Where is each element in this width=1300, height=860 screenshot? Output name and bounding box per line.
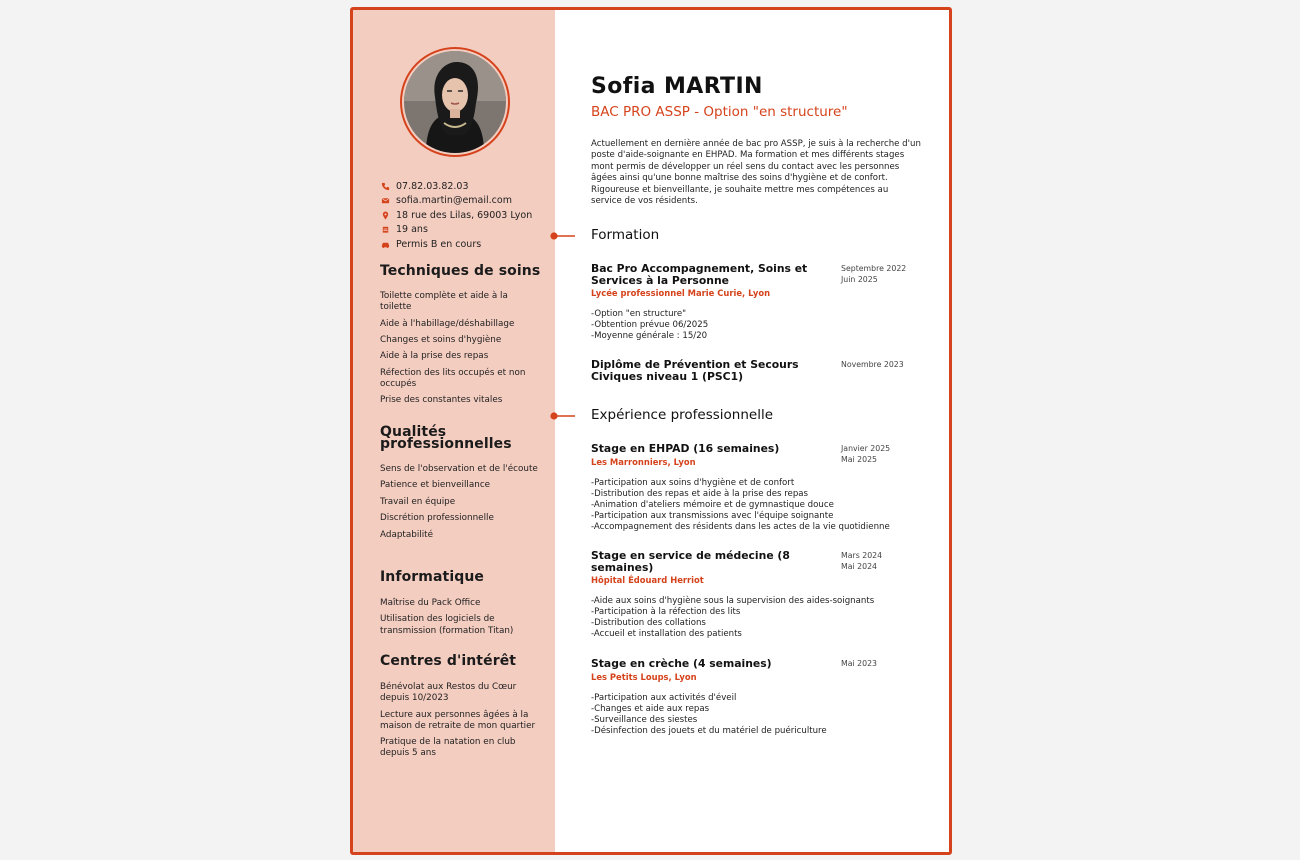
entry-bullets: -Participation aux soins d'hygiène et de confort -Distribution des repas et aide à la prise des repas -Animation d'ateliers mémoire et de gymnastique douce -Participation aux transmissions avec l'équipe soignante -Accompagnement des résidents dans les actes de la vie quotidienne: [591, 477, 890, 532]
entry-title: Stage en service de médecine (8 semaines): [591, 549, 790, 574]
list-item: Travail en équipe: [380, 496, 456, 507]
candidate-subtitle: BAC PRO ASSP - Option "en structure": [591, 104, 848, 120]
entry-date: Mai 2023: [841, 659, 877, 668]
entry-bullets: -Option "en structure" -Obtention prévue 06/2025 -Moyenne générale : 15/20: [591, 309, 709, 341]
contact-phone[interactable]: [380, 179, 550, 194]
address-text: 18 rue des Lilas, 69003 Lyon: [396, 209, 533, 221]
formation-title: Formation: [591, 227, 660, 243]
entry-title: Stage en EHPAD (16 semaines): [591, 442, 780, 455]
qualites-title: Qualités professionnelles: [380, 424, 512, 452]
contact-age: [380, 223, 550, 238]
list-item: Aide à la prise des repas: [380, 351, 489, 362]
intro-text: Actuellement en dernière année de bac pro ASSP, je suis à la recherche d'un poste d'aide-soignante en EHPAD. Ma formation et mes différents stages mont permis de développer un réel sens du contact avec les personnes âgées ainsi qu'une bonne maîtrise des soins d'hygiène et de confort. Rigoureuse et bienveillante, je souhaite mettre mes compétences au service de vos résidents.: [591, 139, 921, 207]
list-item: Bénévolat aux Restos du Cœur depuis 10/2023: [380, 682, 517, 704]
entry-title: Diplôme de Prévention et Secours Civiques niveau 1 (PSC1): [591, 358, 799, 383]
qualites-list: [380, 464, 540, 546]
contact-address: [380, 208, 550, 223]
calendar-icon: [380, 225, 390, 235]
list-item: Changes et soins d'hygiène: [380, 334, 502, 345]
informatique-title: Informatique: [380, 569, 484, 585]
phone-icon: [380, 181, 390, 191]
interets-title: Centres d'intérêt: [380, 653, 517, 669]
entry-org: Les Marronniers, Lyon: [591, 456, 696, 467]
contact-license: [380, 237, 550, 252]
experience-entry: [591, 658, 921, 737]
list-item: Toilette complète et aide à la toilette: [380, 291, 508, 313]
profile-photo: [404, 51, 506, 153]
entry-date: Janvier 2025 Mai 2025: [841, 444, 891, 464]
email-icon: [380, 196, 390, 206]
entry-title: Stage en crèche (4 semaines): [591, 657, 772, 670]
list-item: Pratique de la natation en club depuis 5 ans: [380, 737, 516, 759]
entry-date: Mars 2024 Mai 2024: [841, 551, 883, 571]
sidebar: [353, 10, 555, 852]
candidate-name: Sofia MARTIN: [591, 74, 763, 99]
location-pin-icon: [380, 210, 390, 220]
phone-text: 07.82.03.82.03: [396, 180, 469, 192]
interets-list: [380, 682, 540, 765]
license-text: Permis B en cours: [396, 238, 482, 250]
entry-org: Lycée professionnel Marie Curie, Lyon: [591, 288, 771, 298]
section-marker-icon: [549, 411, 575, 421]
list-item: Patience et bienveillance: [380, 480, 491, 491]
contact-email[interactable]: [380, 194, 550, 209]
contact-list: [380, 179, 550, 252]
list-item: Discrétion professionnelle: [380, 513, 494, 524]
entry-title: Bac Pro Accompagnement, Soins et Services à la Personne: [591, 262, 808, 287]
car-icon: [380, 239, 390, 249]
section-marker-icon: [549, 231, 575, 241]
entry-org: Les Petits Loups, Lyon: [591, 671, 697, 682]
experience-entry: [591, 550, 921, 640]
list-item: Maîtrise du Pack Office: [380, 598, 481, 608]
formation-entry: [591, 263, 921, 342]
entry-org: Hôpital Édouard Herriot: [591, 575, 704, 585]
list-item: Aide à l'habillage/déshabillage: [380, 318, 515, 329]
experience-title: Expérience professionnelle: [591, 407, 774, 423]
informatique-list: [380, 598, 540, 642]
techniques-list: [380, 291, 540, 412]
list-item: Utilisation des logiciels de transmission (formation Titan): [380, 614, 514, 636]
entry-date: Novembre 2023: [841, 360, 904, 369]
formation-entry: [591, 359, 921, 382]
list-item: Adaptabilité: [380, 529, 434, 540]
entry-bullets: -Participation aux activités d'éveil -Changes et aide aux repas -Surveillance des siestes -Désinfection des jouets et du matériel de puériculture: [591, 692, 827, 736]
resume-page: [350, 7, 952, 855]
experience-entry: [591, 443, 921, 533]
list-item: Sens de l'observation et de l'écoute: [380, 464, 538, 474]
age-text: 19 ans: [396, 224, 428, 236]
entry-date: Septembre 2022 Juin 2025: [841, 264, 907, 284]
list-item: Prise des constantes vitales: [380, 395, 503, 406]
entry-bullets: -Aide aux soins d'hygiène sous la supervision des aides-soignants -Participation à la réfection des lits -Distribution des collations -Accueil et installation des patients: [591, 596, 875, 639]
main-content: [555, 10, 949, 852]
techniques-title: Techniques de soins: [380, 263, 541, 279]
email-text: sofia.martin@email.com: [396, 195, 512, 207]
list-item: Réfection des lits occupés et non occupés: [380, 367, 526, 389]
list-item: Lecture aux personnes âgées à la maison de retraite de mon quartier: [380, 709, 536, 731]
avatar: [400, 47, 510, 157]
